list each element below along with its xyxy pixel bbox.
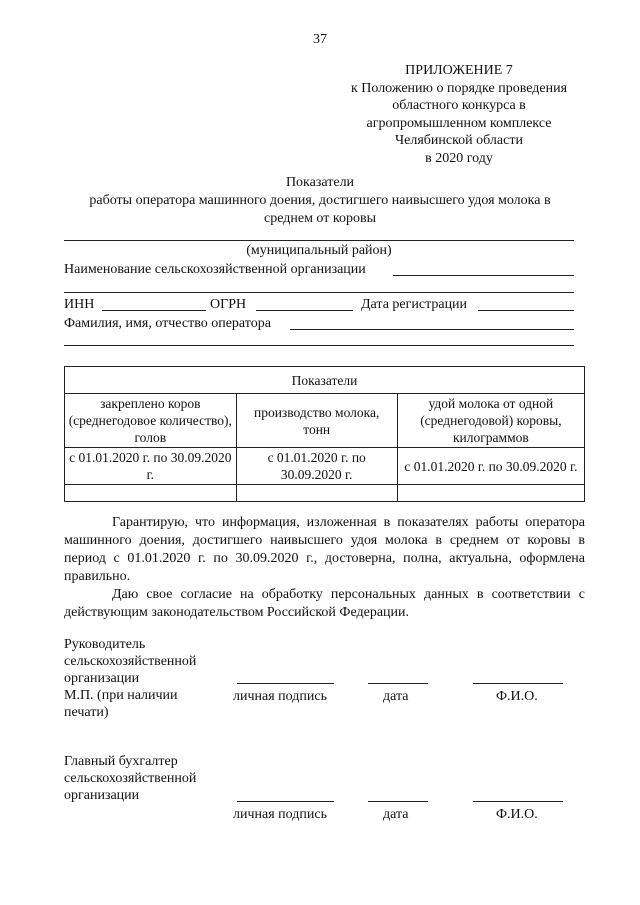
head-name-line[interactable] — [473, 683, 563, 684]
accountant-name-line[interactable] — [473, 801, 563, 802]
period-cell: с 01.01.2020 г. по 30.09.2020 г. — [236, 448, 397, 485]
head-name-caption: Ф.И.О. — [496, 689, 538, 704]
column-milk-yield: удой молока от одной (среднегодовой) коровы, килограммов — [397, 394, 584, 448]
org-name-field-line[interactable] — [393, 275, 574, 276]
head-signature-caption: личная подпись — [233, 689, 327, 704]
ogrn-label: ОГРН — [210, 297, 247, 312]
appendix-line: агропромышленном комплексе — [366, 115, 552, 131]
value-cell-milk-yield[interactable] — [397, 485, 584, 502]
head-date-line[interactable] — [368, 683, 428, 684]
accountant-name-caption: Ф.И.О. — [496, 807, 538, 822]
table-columns-row — [65, 394, 585, 448]
heading-line: работы оператора машинного доения, достигшего наивысшего удоя молока в — [89, 193, 551, 208]
accountant-date-caption: дата — [383, 807, 409, 822]
accountant-title: Главный бухгалтер — [64, 754, 178, 769]
operator-field-line[interactable] — [290, 329, 574, 330]
district-field-line[interactable] — [64, 240, 574, 241]
appendix-line: областного конкурса в — [392, 98, 526, 113]
head-signature-line[interactable] — [237, 683, 334, 684]
period-cell: с 01.01.2020 г. по 30.09.2020 г. — [397, 448, 584, 485]
value-cell-milk-production[interactable] — [236, 485, 397, 502]
document-heading — [40, 174, 600, 228]
ogrn-field-line[interactable] — [256, 310, 353, 311]
column-milk-production: производство молока, тонн — [236, 394, 397, 448]
accountant-title: сельскохозяйственной — [64, 771, 197, 786]
consent-paragraph: Даю свое согласие на обработку персональных данных в соответствии с действующим законодательством Российской Федерации. — [64, 587, 585, 620]
column-cows: закреплено коров (среднегодовое количество), голов — [65, 394, 237, 448]
inn-label: ИНН — [64, 297, 95, 312]
head-title: Руководитель — [64, 637, 146, 652]
accountant-date-line[interactable] — [368, 801, 428, 802]
head-title: сельскохозяйственной — [64, 654, 197, 669]
table-period-row — [65, 448, 585, 485]
indicators-table — [64, 366, 585, 502]
period-cell: с 01.01.2020 г. по 30.09.2020 г. — [65, 448, 237, 485]
accountant-title: организации — [64, 788, 140, 803]
org-name-label: Наименование сельскохозяйственной организации — [64, 262, 366, 277]
appendix-title: ПРИЛОЖЕНИЕ 7 — [405, 63, 513, 78]
head-title: организации — [64, 671, 140, 686]
district-caption: (муниципальный район) — [246, 243, 392, 258]
reg-date-label: Дата регистрации — [361, 297, 468, 312]
stamp-note: печати) — [64, 705, 109, 720]
table-header-row — [65, 367, 585, 394]
head-date-caption: дата — [383, 689, 409, 704]
accountant-signatory — [64, 753, 234, 804]
accountant-signature-line[interactable] — [237, 801, 334, 802]
table-value-row[interactable] — [65, 485, 585, 502]
inn-field-line[interactable] — [102, 310, 206, 311]
org-name-extra-line[interactable] — [64, 292, 574, 293]
appendix-line: в 2020 году — [425, 150, 493, 166]
table-header: Показатели — [65, 367, 585, 394]
head-signatory — [64, 636, 234, 721]
appendix-line: к Положению о порядке проведения — [350, 80, 568, 96]
value-cell-cows[interactable] — [65, 485, 237, 502]
page-number: 37 — [313, 32, 327, 47]
operator-label: Фамилия, имя, отчество оператора — [64, 316, 271, 331]
appendix-line: Челябинской области — [395, 133, 523, 148]
appendix-block — [330, 62, 588, 167]
accountant-signature-caption: личная подпись — [233, 807, 327, 822]
guarantee-paragraph: Гарантирую, что информация, изложенная в показателях работы оператора машинного доения, достигшего наивысшего удоя молока в среднем от коровы в период с 01.01.2020 г. по 30.09.2020 г., достоверна, полна, актуальна, оформлена правильно. — [64, 515, 585, 584]
heading-line: среднем от коровы — [264, 211, 376, 226]
heading-title: Показатели — [285, 175, 355, 190]
reg-date-field-line[interactable] — [478, 310, 574, 311]
stamp-note: М.П. (при наличии — [64, 688, 178, 703]
operator-extra-line[interactable] — [64, 345, 574, 346]
